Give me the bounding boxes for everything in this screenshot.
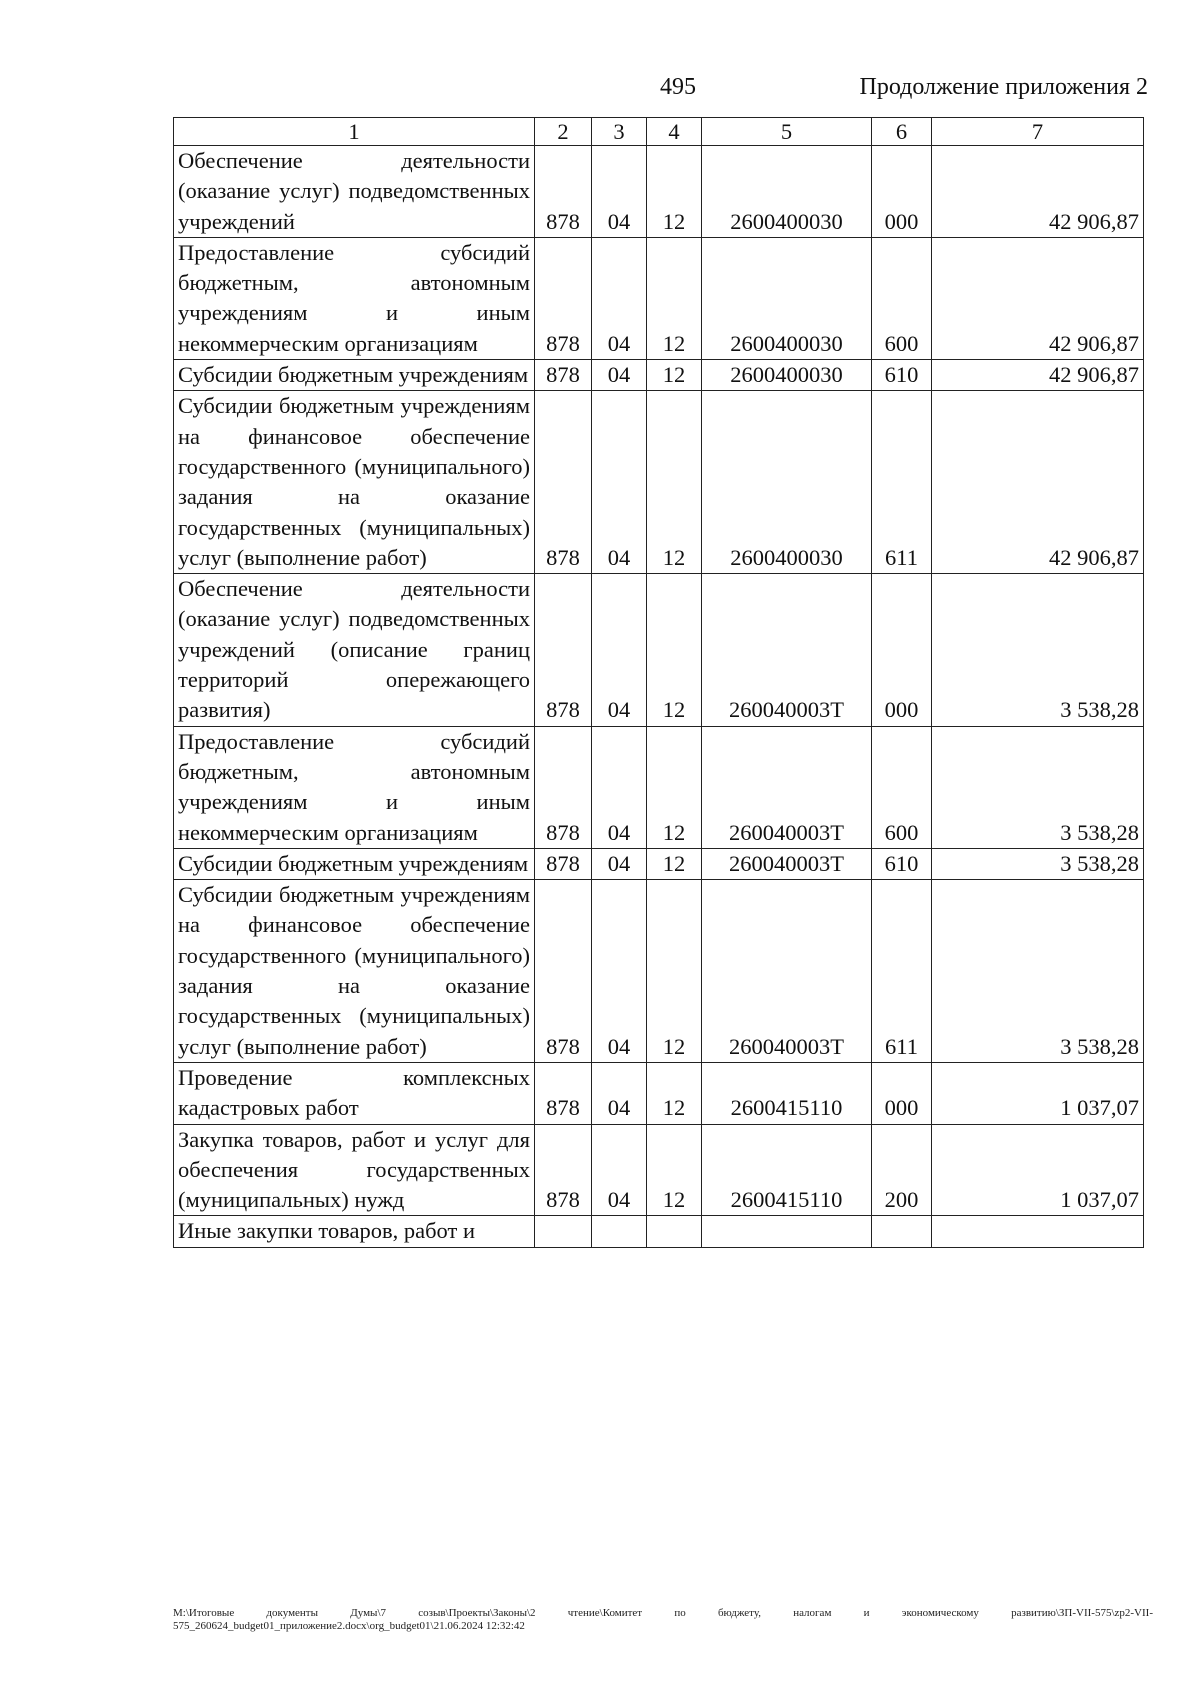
row-cell-c4: 12: [647, 880, 702, 1063]
row-cell-c7: 3 538,28: [932, 726, 1144, 848]
row-cell-c2: 878: [535, 1124, 592, 1216]
table-body: [174, 146, 1144, 1248]
row-cell-c6: 610: [872, 360, 932, 391]
row-name-cell: Субсидии бюджетным учреждениям на финансовое обеспечение государственного (муниципального) задания на оказание государственных (муниципальных) услуг (выполнение работ): [174, 880, 535, 1063]
row-cell-c4: 12: [647, 848, 702, 879]
row-cell-c3: 04: [592, 391, 647, 574]
row-cell-c6: 611: [872, 391, 932, 574]
column-header: 6: [872, 118, 932, 146]
table-row: [174, 1062, 1144, 1124]
row-name-cell: Субсидии бюджетным учреждениям: [174, 848, 535, 879]
row-cell-c5: 260040003Т: [702, 574, 872, 726]
row-cell-c7: 3 538,28: [932, 574, 1144, 726]
row-cell-c5: 2600400030: [702, 360, 872, 391]
column-header: 1: [174, 118, 535, 146]
row-cell-c7: 1 037,07: [932, 1124, 1144, 1216]
table-row: [174, 237, 1144, 359]
row-cell-c2: 878: [535, 880, 592, 1063]
row-cell-c3: [592, 1216, 647, 1247]
column-header: 7: [932, 118, 1144, 146]
column-header: 2: [535, 118, 592, 146]
row-cell-c3: 04: [592, 1124, 647, 1216]
row-cell-c3: 04: [592, 146, 647, 238]
row-name-cell: Проведение комплексных кадастровых работ: [174, 1062, 535, 1124]
table-row: [174, 848, 1144, 879]
column-header-row: [174, 118, 1144, 146]
table-row: [174, 391, 1144, 574]
table-row: [174, 1216, 1144, 1247]
table-row: [174, 1124, 1144, 1216]
footer-file-path: M:\Итоговые документы Думы\7 созыв\Проекты\Законы\2 чтение\Комитет по бюджету, налогам и экономическому развитию\ЗП-VII-575\zp2-VII-575_260624_budget01_приложение2.docx\org_budget01\21.06.2024 12:32:42: [173, 1607, 1153, 1632]
row-cell-c3: 04: [592, 237, 647, 359]
row-cell-c4: 12: [647, 574, 702, 726]
row-cell-c2: 878: [535, 391, 592, 574]
row-cell-c7: 42 906,87: [932, 391, 1144, 574]
row-cell-c7: 1 037,07: [932, 1062, 1144, 1124]
table-row: [174, 726, 1144, 848]
row-cell-c3: 04: [592, 726, 647, 848]
table-row: [174, 880, 1144, 1063]
row-name-cell: Предоставление субсидий бюджетным, автономным учреждениям и иным некоммерческим организациям: [174, 237, 535, 359]
row-cell-c2: 878: [535, 360, 592, 391]
row-cell-c6: 200: [872, 1124, 932, 1216]
column-header: 3: [592, 118, 647, 146]
row-cell-c5: 2600400030: [702, 237, 872, 359]
table-row: [174, 360, 1144, 391]
row-cell-c4: 12: [647, 1062, 702, 1124]
row-cell-c2: [535, 1216, 592, 1247]
row-name-cell: Обеспечение деятельности (оказание услуг) подведомственных учреждений (описание границ территорий опережающего развития): [174, 574, 535, 726]
table-row: [174, 146, 1144, 238]
row-cell-c7: [932, 1216, 1144, 1247]
row-cell-c3: 04: [592, 1062, 647, 1124]
row-cell-c5: 2600400030: [702, 146, 872, 238]
row-name-cell: Обеспечение деятельности (оказание услуг) подведомственных учреждений: [174, 146, 535, 238]
row-name-cell: Закупка товаров, работ и услуг для обеспечения государственных (муниципальных) нужд: [174, 1124, 535, 1216]
row-cell-c3: 04: [592, 848, 647, 879]
row-cell-c2: 878: [535, 1062, 592, 1124]
row-cell-c3: 04: [592, 574, 647, 726]
row-cell-c5: 260040003Т: [702, 880, 872, 1063]
row-cell-c6: 600: [872, 726, 932, 848]
row-cell-c6: [872, 1216, 932, 1247]
row-cell-c4: 12: [647, 146, 702, 238]
row-cell-c7: 42 906,87: [932, 360, 1144, 391]
row-name-cell: Субсидии бюджетным учреждениям на финансовое обеспечение государственного (муниципального) задания на оказание государственных (муниципальных) услуг (выполнение работ): [174, 391, 535, 574]
row-cell-c7: 3 538,28: [932, 880, 1144, 1063]
row-cell-c5: 2600415110: [702, 1062, 872, 1124]
row-cell-c4: 12: [647, 1124, 702, 1216]
column-header: 5: [702, 118, 872, 146]
page-number: 495: [660, 74, 696, 100]
row-cell-c6: 000: [872, 146, 932, 238]
row-cell-c5: 260040003Т: [702, 726, 872, 848]
row-cell-c6: 000: [872, 574, 932, 726]
row-cell-c5: 260040003Т: [702, 848, 872, 879]
row-cell-c5: 2600415110: [702, 1124, 872, 1216]
row-name-cell: Иные закупки товаров, работ и: [174, 1216, 535, 1247]
budget-table: [173, 117, 1144, 1248]
row-cell-c2: 878: [535, 726, 592, 848]
row-cell-c6: 600: [872, 237, 932, 359]
row-cell-c5: [702, 1216, 872, 1247]
row-cell-c6: 610: [872, 848, 932, 879]
row-cell-c6: 000: [872, 1062, 932, 1124]
row-cell-c7: 3 538,28: [932, 848, 1144, 879]
row-cell-c2: 878: [535, 848, 592, 879]
row-cell-c4: [647, 1216, 702, 1247]
row-cell-c7: 42 906,87: [932, 237, 1144, 359]
row-name-cell: Субсидии бюджетным учреждениям: [174, 360, 535, 391]
column-header: 4: [647, 118, 702, 146]
row-cell-c5: 2600400030: [702, 391, 872, 574]
row-cell-c4: 12: [647, 391, 702, 574]
row-cell-c2: 878: [535, 237, 592, 359]
row-cell-c3: 04: [592, 880, 647, 1063]
row-cell-c4: 12: [647, 726, 702, 848]
continuation-label: Продолжение приложения 2: [859, 74, 1148, 100]
row-cell-c2: 878: [535, 146, 592, 238]
row-cell-c6: 611: [872, 880, 932, 1063]
table-row: [174, 574, 1144, 726]
row-cell-c4: 12: [647, 360, 702, 391]
row-cell-c4: 12: [647, 237, 702, 359]
row-name-cell: Предоставление субсидий бюджетным, автономным учреждениям и иным некоммерческим организациям: [174, 726, 535, 848]
row-cell-c3: 04: [592, 360, 647, 391]
row-cell-c2: 878: [535, 574, 592, 726]
row-cell-c7: 42 906,87: [932, 146, 1144, 238]
